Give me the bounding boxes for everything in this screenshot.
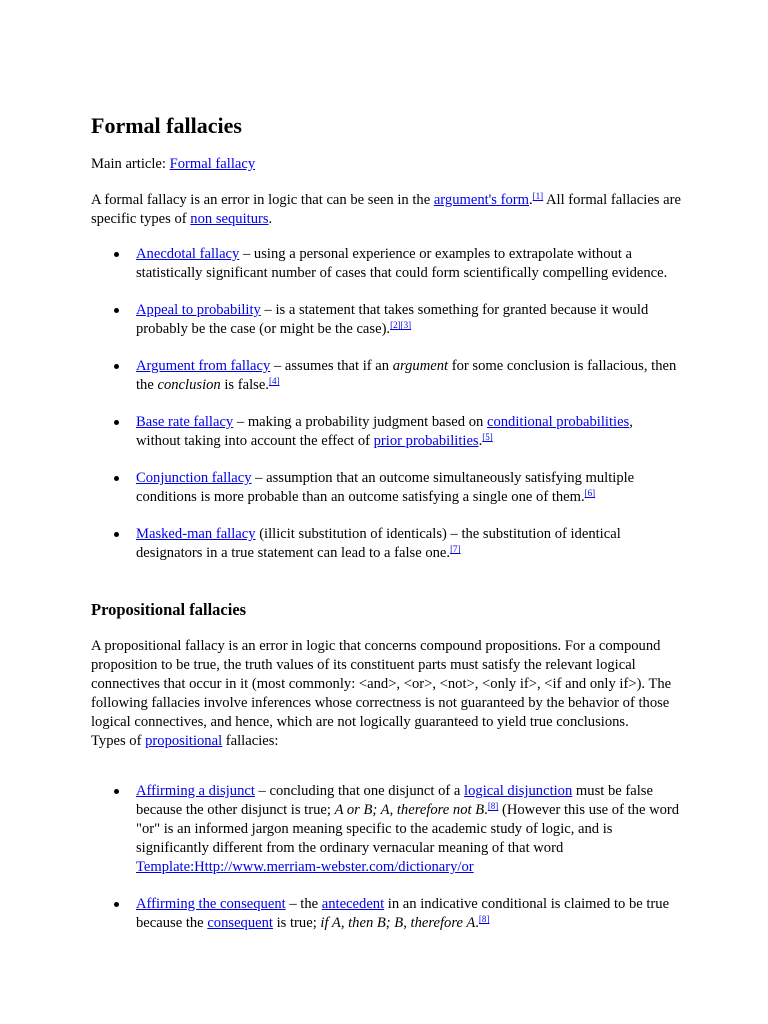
item-emphasis: conclusion — [157, 377, 221, 393]
intro-text: All formal fallacies are specific types of — [91, 192, 681, 227]
item-emphasis: A or B; A, therefore not B — [334, 802, 485, 818]
item-text: – the — [285, 896, 322, 912]
base-rate-fallacy-link[interactable]: Base rate fallacy — [136, 414, 234, 430]
non-sequiturs-link[interactable]: non sequiturs — [190, 211, 269, 227]
anecdotal-fallacy-link[interactable]: Anecdotal fallacy — [136, 246, 240, 262]
item-text: – concluding that one disjunct of a — [254, 783, 465, 799]
item-text: . — [475, 915, 479, 931]
antecedent-link[interactable]: antecedent — [321, 896, 385, 912]
section-heading: Propositional fallacies — [91, 600, 247, 619]
main-article-note — [91, 155, 681, 174]
item-text: in an indicative conditional is claimed to be true because the — [136, 896, 670, 931]
item-text: – assumption that an outcome simultaneously satisfying multiple conditions is more probable than an outcome satisfying a single one of them. — [136, 470, 635, 505]
affirming-a-disjunct-link[interactable]: Affirming a disjunct — [136, 783, 255, 799]
arguments-form-link[interactable]: argument's form — [433, 192, 530, 208]
intro-text: . — [268, 211, 273, 227]
item-text: – using a personal experience or examples to extrapolate without a statistically significant number of cases that could form scientifically compelling evidence. — [136, 246, 668, 281]
item-text: , without taking into account the effect of — [136, 414, 633, 449]
page-title: Formal fallacies — [91, 113, 242, 138]
item-emphasis: argument — [392, 358, 449, 374]
intro-paragraph: A formal fallacy is an error in logic that can be seen in the argument's form.[1] All formal fallacies are specific types of non sequiturs. — [91, 191, 681, 227]
item-text: (illicit substitution of identicals) – the substitution of identical designators in a true statement can lead to a false one. — [136, 526, 621, 561]
item-emphasis: if A, then B; B, therefore A — [320, 915, 476, 931]
prior-probabilities-link[interactable]: prior probabilities — [373, 433, 479, 449]
list-item — [91, 413, 681, 451]
list-item — [91, 301, 681, 339]
list-item — [91, 525, 681, 563]
reference-link[interactable]: [3] — [400, 320, 412, 330]
argument-from-fallacy-link[interactable]: Argument from fallacy — [136, 358, 271, 374]
reference-link[interactable]: [8] — [478, 914, 490, 924]
merriam-webster-template-link[interactable]: Template:Http://www.merriam-webster.com/dictionary/or — [136, 859, 474, 875]
logical-disjunction-link[interactable]: logical disjunction — [464, 783, 573, 799]
conjunction-fallacy-link[interactable]: Conjunction fallacy — [136, 470, 252, 486]
reference-link[interactable]: [8] — [487, 801, 499, 811]
main-article-prefix: Main article: — [91, 156, 170, 172]
item-text: – assumes that if an — [270, 358, 393, 374]
consequent-link[interactable]: consequent — [207, 915, 273, 931]
list-item — [91, 895, 681, 933]
item-text: must be false because the other disjunct is true; — [136, 783, 653, 818]
types-prefix: Types of — [91, 733, 146, 749]
item-text: . — [484, 802, 488, 818]
list-item — [91, 469, 681, 507]
item-text: – is a statement that takes something for granted because it would probably be the case (or might be the case). — [136, 302, 649, 337]
paragraph-text: A propositional fallacy is an error in logic that concerns compound propositions. For a compound proposition to be true, the truth values of its constituent parts must satisfy the relevant logical connectives that occur in it (most commonly: <and>, <or>, <not>, <only if>, <if and only if>). The following fallacies involve inferences whose correctness is not guaranteed by the behavior of those logical connectives, and hence, which are not logically guaranteed to yield true conclusions. — [91, 638, 672, 730]
appeal-to-probability-link[interactable]: Appeal to probability — [136, 302, 261, 318]
list-item — [91, 782, 681, 877]
masked-man-fallacy-link[interactable]: Masked-man fallacy — [136, 526, 256, 542]
reference-link[interactable]: [5] — [482, 432, 493, 442]
affirming-the-consequent-link[interactable]: Affirming the consequent — [136, 896, 286, 912]
conditional-probabilities-link[interactable]: conditional probabilities — [486, 414, 630, 430]
types-suffix: fallacies: — [222, 733, 279, 749]
reference-link[interactable]: [7] — [450, 544, 461, 554]
item-text: for some conclusion is fallacious, then the — [136, 358, 677, 393]
list-item — [91, 245, 681, 283]
intro-text: A formal fallacy is an error in logic that can be seen in the — [91, 192, 434, 208]
item-text: – making a probability judgment based on — [233, 414, 487, 430]
reference-link[interactable]: [1] — [532, 191, 544, 201]
propositional-paragraph — [91, 637, 681, 751]
reference-link[interactable]: [6] — [584, 488, 596, 498]
formal-fallacies-list — [91, 245, 681, 581]
reference-link[interactable]: [2] — [390, 320, 401, 330]
item-text: is true; — [272, 915, 321, 931]
item-text: (However this use of the word "or" is an informed jargon meaning specific to the academic study of logic, and is significantly different from the ordinary vernacular meaning of that word — [136, 802, 680, 856]
propositional-fallacies-list — [91, 782, 681, 951]
propositional-link[interactable]: propositional — [145, 733, 223, 749]
list-item — [91, 357, 681, 395]
item-text: . — [478, 433, 483, 449]
formal-fallacy-link[interactable]: Formal fallacy — [169, 156, 256, 172]
item-text: is false. — [220, 377, 269, 393]
reference-link[interactable]: [4] — [268, 376, 280, 386]
